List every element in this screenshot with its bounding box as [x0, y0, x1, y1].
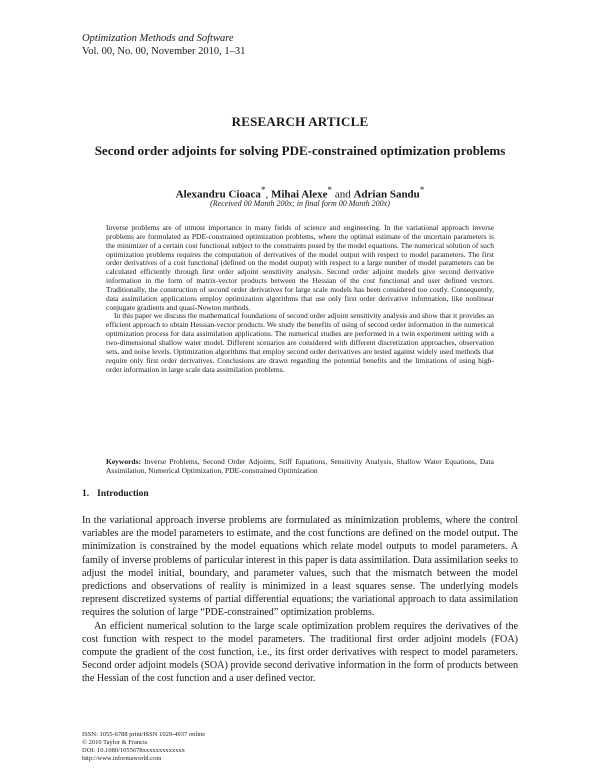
author-alexe: Mihai Alexe — [270, 188, 328, 201]
journal-name: Optimization Methods and Software — [82, 33, 234, 44]
footer-issn: ISSN: 1055-6788 print/ISSN 1029-4937 online — [82, 731, 206, 738]
section-number: 1. — [82, 489, 90, 499]
footer-doi: DOI: 10.1080/1055678xxxxxxxxxxxxx — [82, 746, 185, 754]
footer-url[interactable]: http://www.informaworld.com — [82, 754, 162, 762]
section-heading — [82, 489, 149, 499]
footer-copyright: © 2010 Taylor & Francis — [82, 738, 148, 746]
received-dates: (Received 00 Month 200x; in final form 00 Month 200x) — [210, 199, 390, 208]
author-mark: * — [260, 185, 266, 195]
body-paragraph: An efficient numerical solution to the large scale optimization problem requires the derivatives of the cost function with respect to the model parameters. The traditional first order adjoint models (FOA) compute the gradient of the cost function, i.e., its first order derivatives with respect to model parameters. Second order adjoint models (SOA) provide second derivative information in the form of products between the Hessian of the cost function and a user defined vector. — [82, 620, 518, 685]
author-separator: and — [332, 188, 354, 201]
abstract-paragraph: Inverse problems are of utmost importance in many fields of science and engineering. In the variational approach inverse problems are formulated as PDE-constrained optimization problems, where the optimal estimate of the uncertain parameters is the minimizer of a certain cost functional subject to the constraints posed by the model equations. The numerical solution of such optimization problems requires the computation of derivatives of the model output with respect to model parameters. The first order derivatives of a cost functional (defined on the model output) with respect to a large number of model parameters can be calculated efficiently through first order adjoint sensitivity analysis. Second order adjoint models give second derivative information in the form of matrix-vector products between the Hessian of the cost functional and user defined vectors. Traditionally, the construction of second order derivatives for large scale models has been considered too costly. Consequently, data assimilation applications employ optimization algorithms that use only first order derivative information, like nonlinear conjugate gradients and quasi-Newton methods. — [106, 223, 494, 312]
paper-title: Second order adjoints for solving PDE-constrained optimization problems — [94, 143, 506, 158]
keywords-label: Keywords: — [106, 457, 141, 466]
journal-header — [82, 32, 245, 58]
article-type: RESEARCH ARTICLE — [231, 114, 369, 129]
author-mark: * — [419, 185, 425, 195]
body-text — [82, 514, 518, 686]
author-sandu: Adrian Sandu — [353, 188, 420, 201]
author-mark: * — [327, 185, 333, 195]
body-paragraph: In the variational approach inverse problems are formulated as minimization problems, where the control variables are the model parameters to estimate, and the cost functions are defined on the model output. The minimization is constrained by the model equations which relate model outputs to model parameters. A family of inverse problems of particular interest in this paper is data assimilation. Data assimilation seeks to adjust the model initial, boundary, and parameter values, such that the mismatch between the model predictions and observations of reality is minimized in a least squares sense. The underlying models represent discretized systems of partial differential equations; the variational approach to data assimilation requires the solution of large “PDE-constrained” optimization problems. — [82, 515, 518, 619]
abstract — [106, 224, 494, 374]
author-cioaca: Alexandru Cioaca — [175, 188, 261, 201]
journal-volume: Vol. 00, No. 00, November 2010, 1–31 — [82, 46, 246, 57]
author-separator: , — [265, 188, 271, 201]
keywords-text: Inverse Problems, Second Order Adjoints, Stiff Equations, Sensitivity Analysis, Shallow Water Equations, Data Assimilation, Numerical Optimization, PDE-constrained Optimization — [106, 457, 494, 475]
section-title: Introduction — [97, 489, 149, 499]
abstract-paragraph: In this paper we discuss the mathematical foundations of second order adjoint sensitivity analysis and show that it provides an efficient approach to obtain Hessian-vector products. We study the benefits of using of second order information in the numerical optimization process for data assimilation applications. The numerical studies are performed in a twin experiment setting with a two-dimensional shallow water model. Different scenarios are considered with different discretization approaches, observation sets, and noise levels. Optimization algorithms that employ second order derivatives are tested against widely used methods that require only first order derivatives. Conclusions are drawn regarding the potential benefits and the limitations of using high-order information in large scale data assimilation problems. — [106, 311, 494, 374]
keywords — [106, 458, 494, 476]
footer — [82, 731, 205, 763]
